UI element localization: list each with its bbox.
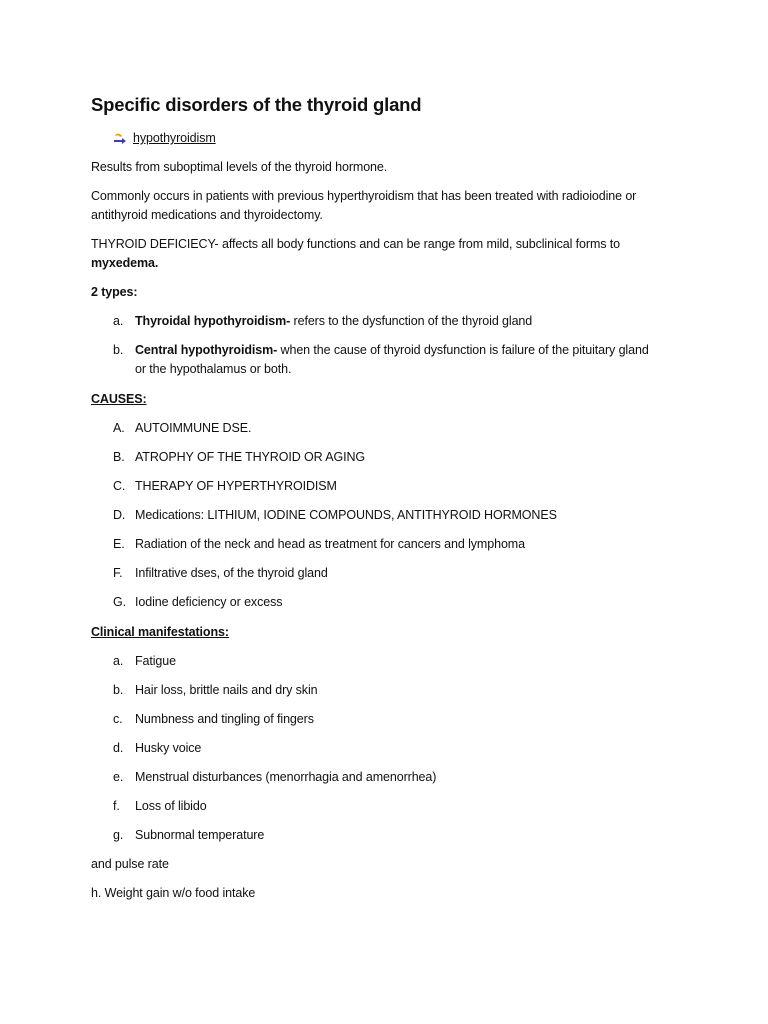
type-item [113,314,532,328]
bullet-heading-hypothyroidism: hypothyroidism [133,131,216,145]
arrow-bullet-icon [113,132,127,145]
bullet-heading-row [113,131,216,145]
manifestation-text: Subnormal temperature [135,828,265,842]
cause-item [113,450,365,464]
cause-text: Radiation of the neck and head as treatment for cancers and lymphoma [135,537,525,551]
manifestation-item [113,799,207,813]
type-description: refers to the dysfunction of the thyroid gland [290,314,533,328]
type-item [113,343,649,376]
cause-text: THERAPY OF HYPERTHYROIDISM [135,479,337,493]
cause-item [113,421,251,435]
manifestation-marker: g. [113,828,124,842]
type-description: when the cause of thyroid dysfunction is failure of the pituitary gland [277,343,649,357]
manifestation-text: Hair loss, brittle nails and dry skin [135,683,318,697]
cause-marker: G. [113,595,126,609]
paragraph-deficiency-line2: myxedema. [91,256,159,270]
manifestation-text: Menstrual disturbances (menorrhagia and amenorrhea) [135,770,437,784]
manifestation-marker: c. [113,712,123,726]
cause-text: AUTOIMMUNE DSE. [135,421,252,435]
manifestation-item [113,683,317,697]
type-description-continued: or the hypothalamus or both. [135,362,292,376]
manifestation-item [113,770,436,784]
cause-text: Iodine deficiency or excess [135,595,283,609]
cause-marker: E. [113,537,125,551]
paragraph-definition: Results from suboptimal levels of the thyroid hormone. [91,160,388,174]
cause-item [113,595,282,609]
trailing-line-weight-gain: h. Weight gain w/o food intake [91,886,256,900]
trailing-line-pulse-rate: and pulse rate [91,857,169,871]
manifestation-text: Numbness and tingling of fingers [135,712,314,726]
manifestation-item [113,654,176,668]
cause-item [113,566,328,580]
type-term: Thyroidal hypothyroidism- [135,314,291,328]
types-heading: 2 types: [91,285,138,299]
manifestation-marker: d. [113,741,124,755]
cause-text: ATROPHY OF THE THYROID OR AGING [135,450,366,464]
page-title: Specific disorders of the thyroid gland [91,94,422,115]
cause-marker: F. [113,566,123,580]
cause-marker: D. [113,508,126,522]
type-marker: a. [113,314,124,328]
cause-item [113,508,557,522]
manifestation-marker: e. [113,770,124,784]
manifestation-item [113,828,264,842]
manifestation-marker: b. [113,683,124,697]
manifestation-text: Loss of libido [135,799,207,813]
paragraph-occurrence-line2: antithyroid medications and thyroidectomy. [91,208,323,222]
cause-marker: C. [113,479,126,493]
manifestation-marker: a. [113,654,124,668]
causes-heading: CAUSES: [91,392,147,406]
manifestations-heading: Clinical manifestations: [91,625,229,639]
manifestation-text: Fatigue [135,654,176,668]
paragraph-deficiency-line1: THYROID DEFICIECY- affects all body functions and can be range from mild, subclinical forms to [91,237,621,251]
manifestation-text: Husky voice [135,741,202,755]
cause-text: Infiltrative dses, of the thyroid gland [135,566,328,580]
manifestation-marker: f. [113,799,120,813]
type-marker: b. [113,343,124,357]
cause-text: Medications: LITHIUM, IODINE COMPOUNDS, ANTITHYROID HORMONES [135,508,557,522]
paragraph-occurrence-line1: Commonly occurs in patients with previous hyperthyroidism that has been treated with radioiodine or [91,189,637,203]
cause-item [113,537,525,551]
manifestation-item [113,741,201,755]
cause-marker: A. [113,421,125,435]
cause-item [113,479,337,493]
type-term: Central hypothyroidism- [135,343,278,357]
cause-marker: B. [113,450,125,464]
manifestation-item [113,712,314,726]
